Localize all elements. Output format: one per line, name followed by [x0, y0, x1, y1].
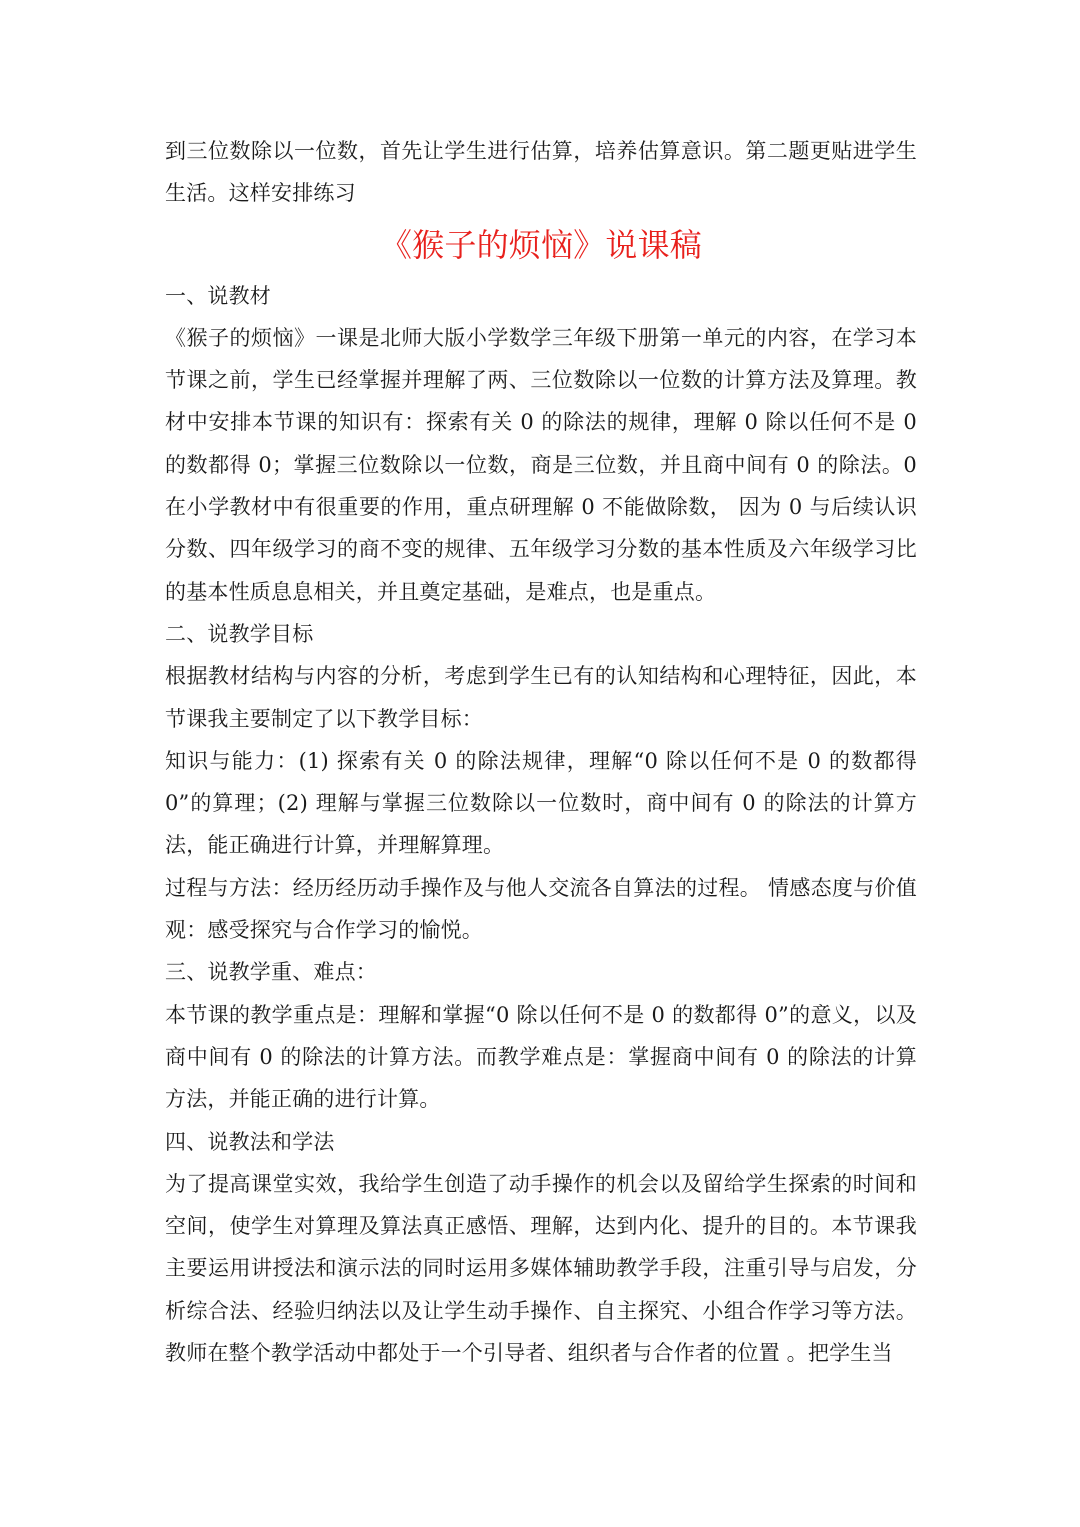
document-body — [165, 130, 917, 1374]
process-method-paragraph: 过程与方法：经历经历动手操作及与他人交流各自算法的过程。 情感态度与价值观：感受探究与合作学习的愉悦。 — [165, 875, 917, 943]
methods-paragraph: 为了提高课堂实效，我给学生创造了动手操作的机会以及留给学生探索的时间和空间，使学生对算理及算法真正感悟、理解，达到内化、提升的目的。本节课我主要运用讲授法和演示法的同时运用多媒体辅助教学手段，注重引导与启发，分析综合法、经验归纳法以及让学生动手操作、自主探究、小组合作学习等方法。教师在整个教学活动中都处于一个引导者、组织者与合作者的位置 。把学生当 — [165, 1171, 917, 1366]
section-heading-objectives: 二、说教学目标 — [165, 621, 314, 646]
intro-paragraph: 到三位数除以一位数，首先让学生进行估算，培养估算意识。第二题更贴进学生生活。这样安排练习 — [165, 139, 917, 206]
section-heading-key-points: 三、说教学重、难点： — [165, 960, 377, 985]
section-heading-methods: 四、说教法和学法 — [165, 1129, 335, 1154]
knowledge-ability-paragraph: 知识与能力：(1) 探索有关 0 的除法规律，理解“0 除以任何不是 0 的数都得 0”的算理；(2) 理解与掌握三位数除以一位数时，商中间有 0 的除法的计算方法，能正确进行计算，并理解算理。 — [165, 748, 917, 858]
objectives-intro-paragraph: 根据教材结构与内容的分析，考虑到学生已有的认知结构和心理特征，因此，本节课我主要制定了以下教学目标： — [165, 664, 917, 731]
document-title: 《猴子的烦恼》说课稿 — [379, 225, 702, 264]
section-heading-textbook: 一、说教材 — [165, 283, 271, 308]
key-points-paragraph: 本节课的教学重点是：理解和掌握“0 除以任何不是 0 的数都得 0”的意义，以及商中间有 0 的除法的计算方法。而教学难点是：掌握商中间有 0 的除法的计算方法，并能正确的进行计算。 — [165, 1002, 917, 1112]
textbook-paragraph: 《猴子的烦恼》一课是北师大版小学数学三年级下册第一单元的内容，在学习本节课之前，学生已经掌握并理解了两、三位数除以一位数的计算方法及算理。教材中安排本节课的知识有：探索有关 0 的除法的规律，理解 0 除以任何不是 0 的数都得 0；掌握三位数除以一位数，商是三位数，并且商中间有 0 的除法。0 在小学教材中有很重要的作用，重点研理解 0 不能做除数， 因为 0 与后续认识分数、四年级学习的商不变的规律、五年级学习分数的基本性质及六年级学习比的基本性质息息相关，并且奠定基础，是难点，也是重点。 — [165, 325, 917, 604]
